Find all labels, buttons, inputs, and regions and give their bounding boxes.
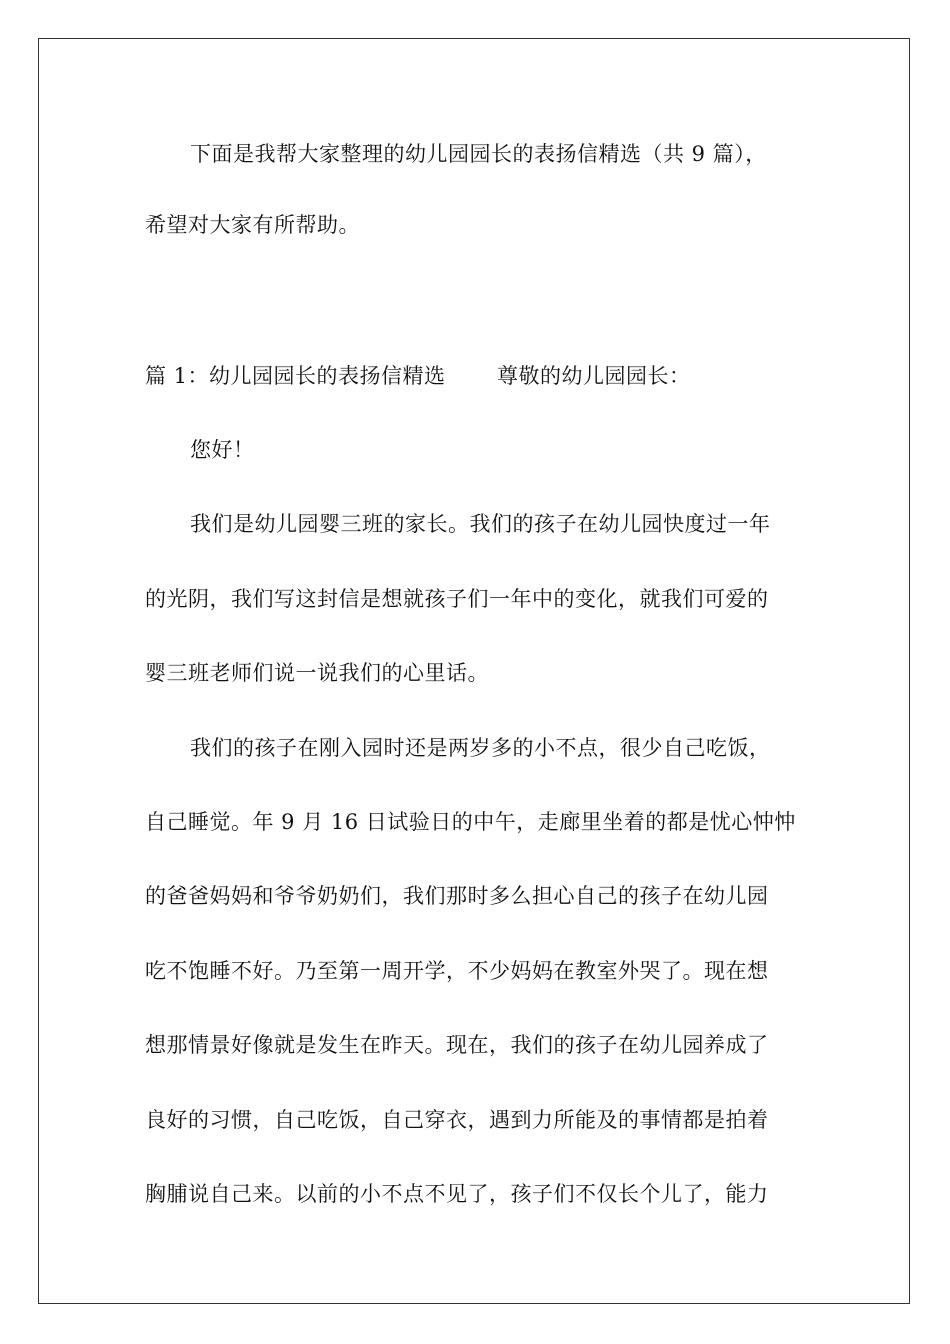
paragraph-2-line-3: 的爸爸妈妈和爷爷奶奶们，我们那时多么担心自己的孩子在幼儿园	[145, 884, 769, 908]
paragraph-2-line-7: 胸脯说自己来。以前的小不点不见了，孩子们不仅长个儿了，能力	[145, 1182, 769, 1206]
salutation: 尊敬的幼儿园园长：	[497, 364, 691, 388]
paragraph-1-line-1: 我们是幼儿园婴三班的家长。我们的孩子在幼儿园快度过一年	[190, 512, 771, 536]
paragraph-1-line-2: 的光阴，我们写这封信是想就孩子们一年中的变化，就我们可爱的	[145, 587, 769, 611]
intro-line-1: 下面是我帮大家整理的幼儿园园长的表扬信精选（共 9 篇），	[190, 142, 767, 166]
paragraph-2-line-4: 吃不饱睡不好。乃至第一周开学，不少妈妈在教室外哭了。现在想	[145, 959, 769, 983]
paragraph-2-line-6: 良好的习惯，自己吃饭，自己穿衣，遇到力所能及的事情都是拍着	[145, 1108, 769, 1132]
greeting: 您好！	[190, 438, 255, 462]
paragraph-2-line-2: 自己睡觉。年 9 月 16 日试验日的中午，走廊里坐着的都是忧心忡忡	[145, 810, 796, 834]
paragraph-2-line-5: 想那情景好像就是发生在昨天。现在，我们的孩子在幼儿园养成了	[145, 1033, 769, 1057]
paragraph-2-line-1: 我们的孩子在刚入园时还是两岁多的小不点，很少自己吃饭，	[190, 736, 771, 760]
intro-line-2: 希望对大家有所帮助。	[145, 213, 360, 237]
paragraph-1-line-3: 婴三班老师们说一说我们的心里话。	[145, 661, 489, 685]
section-title: 篇 1：幼儿园园长的表扬信精选	[145, 364, 446, 388]
